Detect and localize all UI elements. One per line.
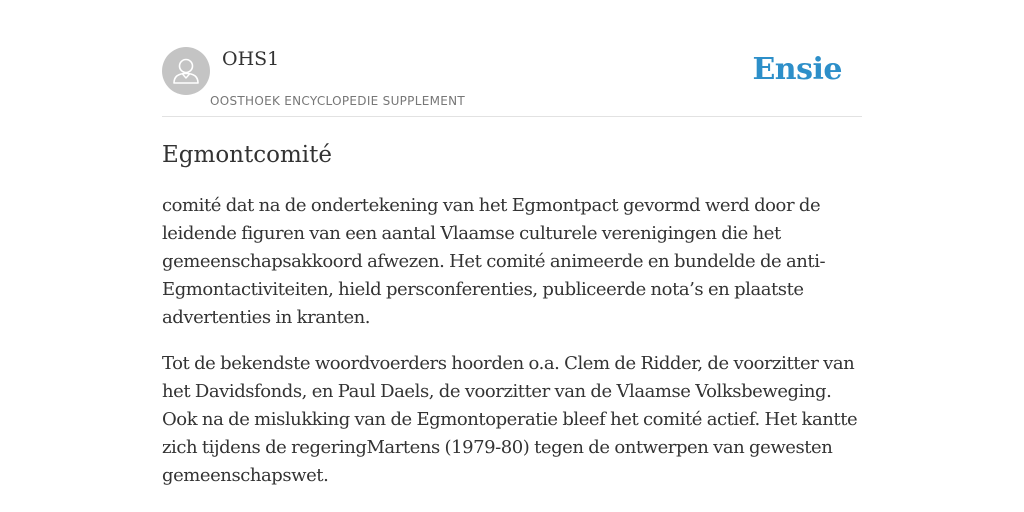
article-title: Egmontcomité bbox=[162, 142, 332, 168]
brand-logo[interactable]: Ensie bbox=[752, 52, 842, 87]
article-paragraph: Tot de bekendste woordvoerders hoorden o.a. Clem de Ridder, de voorzitter van het Davidsfonds, en Paul Daels, de voorzitter van de Vlaamse Volksbeweging. Ook na de mislukking van de Egmontoperatie bleef het comité actief. Het kantte zich tijdens de regeringMartens (1979-80) tegen de ontwerpen van gewesten gemeenschapswet. bbox=[162, 353, 858, 486]
username[interactable]: OHS1 bbox=[222, 48, 280, 70]
article-card bbox=[162, 0, 862, 512]
article-body bbox=[162, 192, 862, 508]
user-avatar-icon[interactable] bbox=[162, 47, 210, 95]
source-label[interactable]: OOSTHOEK ENCYCLOPEDIE SUPPLEMENT bbox=[210, 94, 466, 108]
person-icon bbox=[162, 47, 210, 95]
article-header bbox=[162, 0, 862, 117]
article-paragraph: comité dat na de ondertekening van het Egmontpact gevormd werd door de leidende figuren van een aantal Vlaamse culturele verenigingen die het gemeenschapsakkoord afwezen. Het comité animeerde en bundelde de anti-Egmontactiviteiten, hield persconferenties, publiceerde nota’s en plaatste advertenties in kranten. bbox=[162, 195, 826, 328]
